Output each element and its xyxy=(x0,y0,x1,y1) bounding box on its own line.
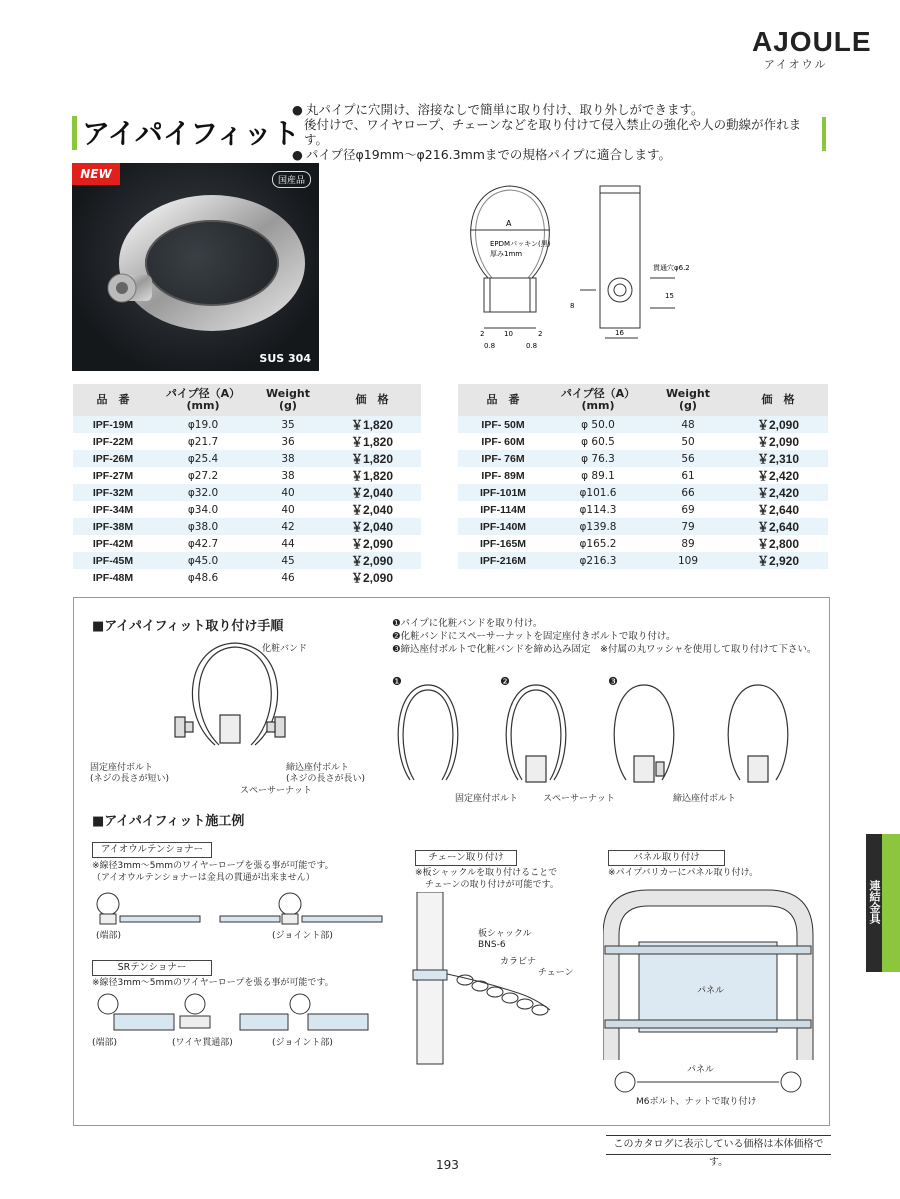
spec-table-right xyxy=(458,384,828,569)
chain-shackle-label: 板シャックル xyxy=(478,929,532,939)
dim-15: 15 xyxy=(665,292,674,300)
chain-illustration xyxy=(405,892,575,1067)
intro-text xyxy=(292,102,812,162)
page-number: 193 xyxy=(436,1158,459,1172)
cell-code: IPF-22M xyxy=(92,435,134,448)
cell-weight: 35 xyxy=(253,416,323,433)
material-label: SUS 304 xyxy=(259,352,311,365)
install-step-1: ❶パイプに化粧バンドを取り付け。 xyxy=(392,618,543,629)
cell-price: ￥2,640 xyxy=(728,518,828,535)
label-fixed-bolt: 固定座付ボルト xyxy=(90,763,154,773)
sr-end-label: (端部) xyxy=(92,1038,118,1048)
step-number-1: ❶ xyxy=(392,675,402,688)
cell-pipe: φ101.6 xyxy=(548,484,648,501)
header-weight: Weight (g) xyxy=(253,384,323,416)
cell-pipe: φ34.0 xyxy=(187,503,219,516)
label-tight-bolt-b: 締込座付ボルト xyxy=(673,794,737,804)
cell-weight: 109 xyxy=(648,552,728,569)
cell-weight: 38 xyxy=(281,469,295,482)
cell-code: IPF-216M xyxy=(458,552,548,569)
cell-pipe: φ42.7 xyxy=(187,537,219,550)
chain-note-1: ※板シャックルを取り付けることで xyxy=(415,868,558,878)
cell-weight: 56 xyxy=(648,450,728,467)
chain-bns-label: BNS-6 xyxy=(478,940,506,950)
table-header-row xyxy=(458,384,828,416)
tensioner-end-label: (端部) xyxy=(96,931,122,941)
table-row xyxy=(458,518,828,535)
cell-weight: 61 xyxy=(681,469,695,482)
tensioner-joint-label: (ジョイント部) xyxy=(272,931,333,941)
side-index-label: 連結金具 xyxy=(868,880,881,924)
cell-pipe: φ25.4 xyxy=(153,450,253,467)
dim-2b: 2 xyxy=(538,330,543,338)
cell-weight: 50 xyxy=(681,435,695,448)
brand-name: AJOULE xyxy=(752,26,872,57)
label-tight-bolt: 締込座付ボルト xyxy=(286,763,350,773)
table-row xyxy=(73,450,421,467)
cell-pipe: φ32.0 xyxy=(153,484,253,501)
cell-weight: 40 xyxy=(281,503,295,516)
table-row xyxy=(73,433,421,450)
intro-line-2: 後付けで、ワイヤロープ、チェーンなどを取り付けて侵入禁止の強化や人の動線が作れます。 xyxy=(304,117,802,147)
label-fixed-bolt-b: 固定座付ボルト xyxy=(455,794,519,804)
cell-code: IPF-48M xyxy=(92,571,134,584)
page-title: アイパイフィット xyxy=(82,117,300,150)
intro-line-3: ● パイプ径φ19mm〜φ216.3mmまでの規格パイプに適合します。 xyxy=(292,147,672,162)
dim-08a: 0.8 xyxy=(484,342,496,350)
tensioner-note-2: （アイオウルテンショナーは金具の貫通が出来ません） xyxy=(92,873,315,883)
cell-pipe: φ165.2 xyxy=(579,537,617,550)
title-accent-bar-right xyxy=(822,117,826,151)
cell-price: ￥2,920 xyxy=(728,552,828,569)
cell-pipe: φ21.7 xyxy=(187,435,219,448)
tensioner-note-1: ※線径3mm〜5mmのワイヤーロープを張る事が可能です。 xyxy=(92,861,334,871)
header-price: 価 格 xyxy=(728,384,828,416)
cell-price: ￥2,800 xyxy=(756,537,800,551)
examples-heading: ■アイパイフィット施工例 xyxy=(92,814,245,829)
dim-hole: 貫通穴φ6.2 xyxy=(653,264,690,272)
cell-pipe: φ114.3 xyxy=(579,503,617,516)
cell-price: ￥1,820 xyxy=(323,416,421,433)
cell-code: IPF-32M xyxy=(73,484,153,501)
table-row xyxy=(458,552,828,569)
sr-label: SRテンショナー xyxy=(92,960,212,976)
table-row xyxy=(73,416,421,433)
cell-pipe: φ38.0 xyxy=(153,518,253,535)
table-row xyxy=(73,569,421,586)
cell-code: IPF-27M xyxy=(92,469,134,482)
price-footnote: このカタログに表示している価格は本体価格です。 xyxy=(606,1135,831,1155)
cell-price: ￥2,090 xyxy=(323,552,421,569)
title-accent-bar xyxy=(72,116,77,150)
cell-code: IPF-19M xyxy=(73,416,153,433)
dim-a: A xyxy=(506,219,512,228)
cell-code: IPF-140M xyxy=(458,518,548,535)
cell-weight: 44 xyxy=(281,537,295,550)
label-spacer: スペーサーナット xyxy=(240,786,312,796)
intro-line-1: ● 丸パイプに穴開け、溶接なしで簡単に取り付け、取り外しができます。 xyxy=(292,102,704,117)
cell-pipe: φ48.6 xyxy=(187,571,219,584)
cell-price: ￥2,640 xyxy=(756,503,800,517)
dim-16: 16 xyxy=(615,329,624,337)
panel-bolt-label: M6ボルト、ナットで取り付け xyxy=(636,1097,757,1107)
cell-price: ￥1,820 xyxy=(350,469,394,483)
cell-price: ￥2,040 xyxy=(323,518,421,535)
cell-code: IPF- 89M xyxy=(481,469,525,482)
header-weight: Weight (g) xyxy=(648,384,728,416)
table-row xyxy=(73,518,421,535)
table-row xyxy=(73,535,421,552)
brand-logo xyxy=(752,26,872,72)
label-band: 化粧バンド xyxy=(262,644,308,654)
cell-code: IPF-101M xyxy=(458,484,548,501)
sr-joint-label: (ジョイント部) xyxy=(272,1038,333,1048)
cell-price: ￥1,820 xyxy=(350,435,394,449)
table-row xyxy=(73,501,421,518)
cell-code: IPF-34M xyxy=(92,503,134,516)
cell-pipe: φ 50.0 xyxy=(548,416,648,433)
install-step-3: ❸締込座付ボルトで化粧バンドを締め込み固定 ※付属の丸ワッシャを使用して取り付けて下さい。 xyxy=(392,644,817,655)
install-steps xyxy=(392,617,816,656)
cell-weight: 46 xyxy=(281,571,295,584)
cell-code: IPF-114M xyxy=(480,503,526,516)
cell-weight: 36 xyxy=(281,435,295,448)
panel-panel-label-2: パネル xyxy=(687,1065,715,1075)
table-header-row xyxy=(73,384,421,416)
sr-through-label: (ワイヤ貫通部) xyxy=(172,1038,233,1048)
cell-price: ￥2,420 xyxy=(756,469,800,483)
dim-08b: 0.8 xyxy=(526,342,538,350)
label-spacer-b: スペーサーナット xyxy=(543,794,615,804)
cell-weight: 79 xyxy=(648,518,728,535)
side-index-tab-green xyxy=(882,834,900,972)
header-pipe: パイプ径（A） (mm) xyxy=(153,384,253,416)
cell-code: IPF-26M xyxy=(73,450,153,467)
install-heading: ■アイパイフィット取り付け手順 xyxy=(92,619,284,634)
sr-note: ※線径3mm〜5mmのワイヤーロープを張る事が可能です。 xyxy=(92,978,334,988)
step-number-2: ❷ xyxy=(500,675,510,688)
chain-carabiner-label: カラビナ xyxy=(500,957,537,967)
cell-weight: 38 xyxy=(253,450,323,467)
table-row xyxy=(73,552,421,569)
cell-weight: 89 xyxy=(681,537,695,550)
install-step-2: ❷化粧バンドにスペーサーナットを固定座付きボルトで取り付け。 xyxy=(392,631,676,642)
cell-price: ￥2,420 xyxy=(728,484,828,501)
table-row xyxy=(458,433,828,450)
cell-weight: 42 xyxy=(253,518,323,535)
dimension-drawing xyxy=(460,178,710,358)
cell-pipe: φ 89.1 xyxy=(581,469,615,482)
table-row xyxy=(458,450,828,467)
cell-code: IPF- 60M xyxy=(481,435,525,448)
cell-pipe: φ27.2 xyxy=(187,469,219,482)
chain-note-2: チェーンの取り付けが可能です。 xyxy=(425,880,559,890)
header-pipe: パイプ径（A） (mm) xyxy=(548,384,648,416)
dim-2a: 2 xyxy=(480,330,485,338)
dim-10: 10 xyxy=(504,330,513,338)
cell-weight: 45 xyxy=(253,552,323,569)
chain-label: チェーン取り付け xyxy=(415,850,517,866)
step-number-3: ❸ xyxy=(608,675,618,688)
cell-pipe: φ45.0 xyxy=(153,552,253,569)
table-row xyxy=(458,501,828,518)
table-row xyxy=(458,484,828,501)
cell-price: ￥2,090 xyxy=(728,416,828,433)
table-row xyxy=(458,467,828,484)
header-price: 価 格 xyxy=(323,384,421,416)
cell-pipe: φ 60.5 xyxy=(581,435,615,448)
table-row xyxy=(73,467,421,484)
cell-pipe: φ139.8 xyxy=(548,518,648,535)
cell-code: IPF-165M xyxy=(479,537,527,550)
domestic-badge: 国産品 xyxy=(272,171,311,188)
cell-price: ￥1,820 xyxy=(323,450,421,467)
dim-thickness: 厚み1mm xyxy=(490,250,523,258)
table-row xyxy=(458,416,828,433)
product-photo xyxy=(72,163,319,371)
dim-epdm: EPDMパッキン(黒) xyxy=(490,240,551,248)
dim-8: 8 xyxy=(570,302,575,310)
spec-table-left xyxy=(73,384,421,586)
header-code: 品 番 xyxy=(458,384,548,416)
tensioner-label: アイオウルテンショナー xyxy=(92,842,212,858)
cell-price: ￥2,090 xyxy=(350,571,394,585)
panel-panel-label: パネル xyxy=(697,986,725,996)
chain-chain-label: チェーン xyxy=(538,968,574,978)
cell-code: IPF-38M xyxy=(73,518,153,535)
cell-price: ￥2,040 xyxy=(323,484,421,501)
tensioner-illustration xyxy=(90,888,390,933)
cell-pipe: φ216.3 xyxy=(548,552,648,569)
label-tight-bolt-note: (ネジの長さが長い) xyxy=(286,774,366,784)
new-badge: NEW xyxy=(72,163,120,185)
cell-code: IPF-45M xyxy=(73,552,153,569)
table-row xyxy=(73,484,421,501)
brand-kana: アイオウル xyxy=(764,58,828,71)
cell-price: ￥2,040 xyxy=(350,503,394,517)
install-steps-illustration xyxy=(390,680,810,800)
cell-price: ￥2,310 xyxy=(728,450,828,467)
cell-weight: 66 xyxy=(648,484,728,501)
panel-label: パネル取り付け xyxy=(608,850,725,866)
sr-illustration xyxy=(90,990,390,1035)
clamp-photo-illustration xyxy=(72,163,319,371)
cell-pipe: φ19.0 xyxy=(153,416,253,433)
cell-pipe: φ 76.3 xyxy=(548,450,648,467)
cell-price: ￥2,090 xyxy=(350,537,394,551)
cell-price: ￥2,090 xyxy=(756,435,800,449)
cell-weight: 40 xyxy=(253,484,323,501)
label-fixed-bolt-note: (ネジの長さが短い) xyxy=(90,774,170,784)
cell-code: IPF- 50M xyxy=(458,416,548,433)
cell-code: IPF-42M xyxy=(92,537,134,550)
cell-weight: 48 xyxy=(648,416,728,433)
cell-code: IPF- 76M xyxy=(458,450,548,467)
cell-weight: 69 xyxy=(681,503,695,516)
table-row xyxy=(458,535,828,552)
header-code: 品 番 xyxy=(73,384,153,416)
panel-note: ※パイプバリカーにパネル取り付け。 xyxy=(608,868,759,878)
